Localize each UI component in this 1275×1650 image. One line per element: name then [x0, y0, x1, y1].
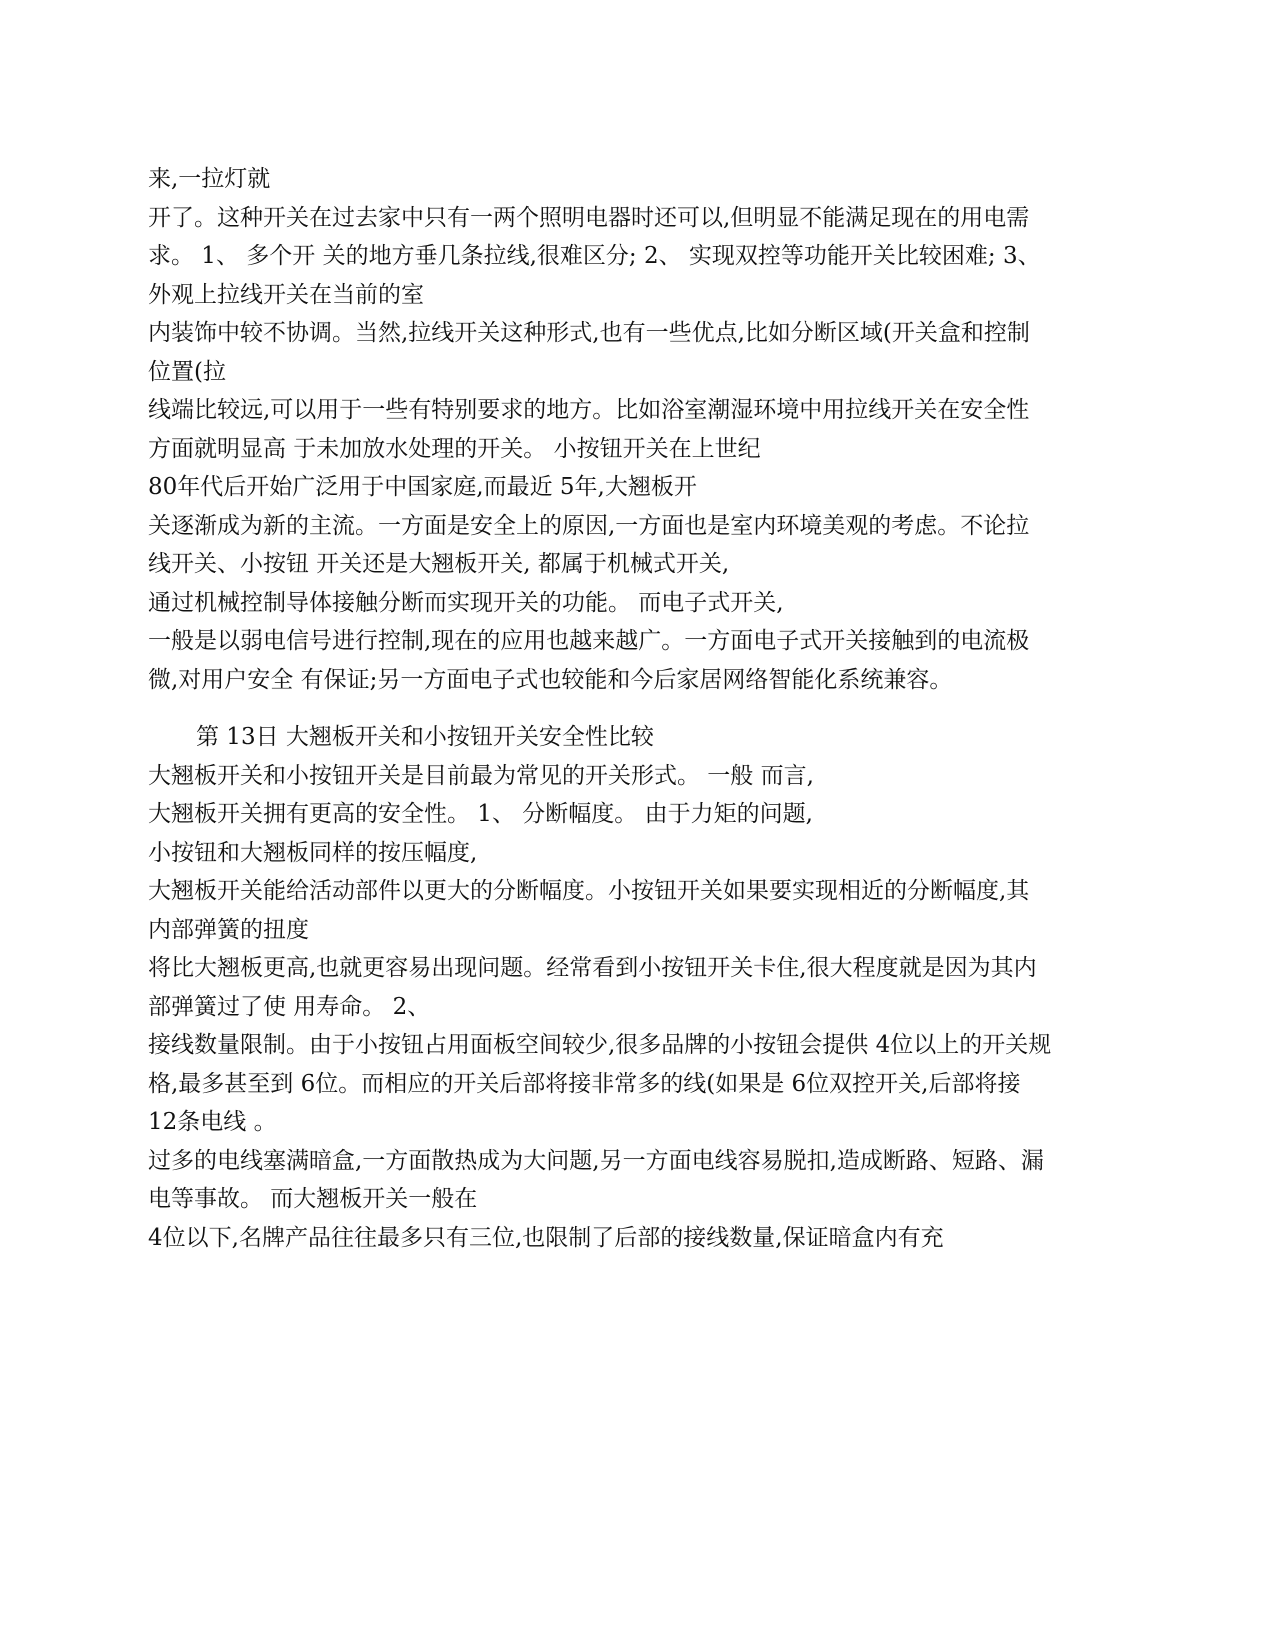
- section-safety-comparison: [148, 718, 1138, 1257]
- paragraph-line: 80年代后开始广泛用于中国家庭,而最近 5年,大翘板开: [148, 474, 697, 500]
- paragraph-line: 4位以下,名牌产品往往最多只有三位,也限制了后部的接线数量,保证暗盒内有充: [148, 1224, 944, 1251]
- paragraph-line: 接线数量限制。由于小按钮占用面板空间较少,很多品牌的小按钮会提供 4位以上的开关规: [148, 1032, 1052, 1058]
- paragraph-line: 小按钮和大翘板同样的按压幅度,: [148, 839, 478, 866]
- paragraph-line: 大翘板开关和小按钮开关是目前最为常见的开关形式。 一般 而言,: [148, 762, 814, 789]
- paragraph-line: 来,一拉灯就: [148, 166, 271, 192]
- paragraph-line: 大翘板开关拥有更高的安全性。 1、 分断幅度。 由于力矩的问题,: [148, 801, 813, 827]
- section-heading: 第 13日 大翘板开关和小按钮开关安全性比较: [196, 724, 654, 750]
- paragraph-line: 电等事故。 而大翘板开关一般在: [148, 1186, 478, 1212]
- paragraph-line: 关逐渐成为新的主流。一方面是安全上的原因,一方面也是室内环境美观的考虑。不论拉: [148, 512, 1030, 539]
- section-switch-types: [148, 160, 1138, 699]
- paragraph-line: 线开关、小按钮 开关还是大翘板开关, 都属于机械式开关,: [148, 551, 730, 577]
- paragraph-line: 求。 1、 多个开 关的地方垂几条拉线,很难区分; 2、 实现双控等功能开关比较困难; 3、: [148, 243, 1041, 269]
- paragraph-line: 将比大翘板更高,也就更容易出现问题。经常看到小按钮开关卡住,很大程度就是因为其内: [148, 955, 1037, 981]
- paragraph-line: 线端比较远,可以用于一些有特别要求的地方。比如浴室潮湿环境中用拉线开关在安全性: [148, 397, 1030, 423]
- paragraph-line: 内部弹簧的扭度: [148, 916, 309, 943]
- paragraph-line: 内装饰中较不协调。当然,拉线开关这种形式,也有一些优点,比如分断区域(开关盒和控制: [148, 320, 1030, 346]
- paragraph-line: 位置(拉: [148, 358, 226, 385]
- section-spacer: [148, 699, 1138, 718]
- document-body: [148, 160, 1138, 1257]
- paragraph-line: 大翘板开关能给活动部件以更大的分断幅度。小按钮开关如果要实现相近的分断幅度,其: [148, 878, 1030, 904]
- paragraph-line: 外观上拉线开关在当前的室: [148, 281, 424, 308]
- paragraph-line: 通过机械控制导体接触分断而实现开关的功能。 而电子式开关,: [148, 589, 784, 616]
- paragraph-line: 一般是以弱电信号进行控制,现在的应用也越来越广。一方面电子式开关接触到的电流极: [148, 628, 1030, 654]
- paragraph-line: 部弹簧过了使 用寿命。 2、: [148, 993, 431, 1020]
- paragraph-line: 过多的电线塞满暗盒,一方面散热成为大问题,另一方面电线容易脱扣,造成断路、短路、漏: [148, 1147, 1044, 1174]
- paragraph-line: 方面就明显高 于未加放水处理的开关。 小按钮开关在上世纪: [148, 435, 761, 462]
- paragraph-line: 格,最多甚至到 6位。而相应的开关后部将接非常多的线(如果是 6位双控开关,后部将接: [148, 1070, 1021, 1097]
- paragraph-line: 开了。这种开关在过去家中只有一两个照明电器时还可以,但明显不能满足现在的用电需: [148, 204, 1030, 231]
- paragraph-line: 微,对用户安全 有保证;另一方面电子式也较能和今后家居网络智能化系统兼容。: [148, 666, 953, 693]
- paragraph-line: 12条电线 。: [148, 1109, 277, 1135]
